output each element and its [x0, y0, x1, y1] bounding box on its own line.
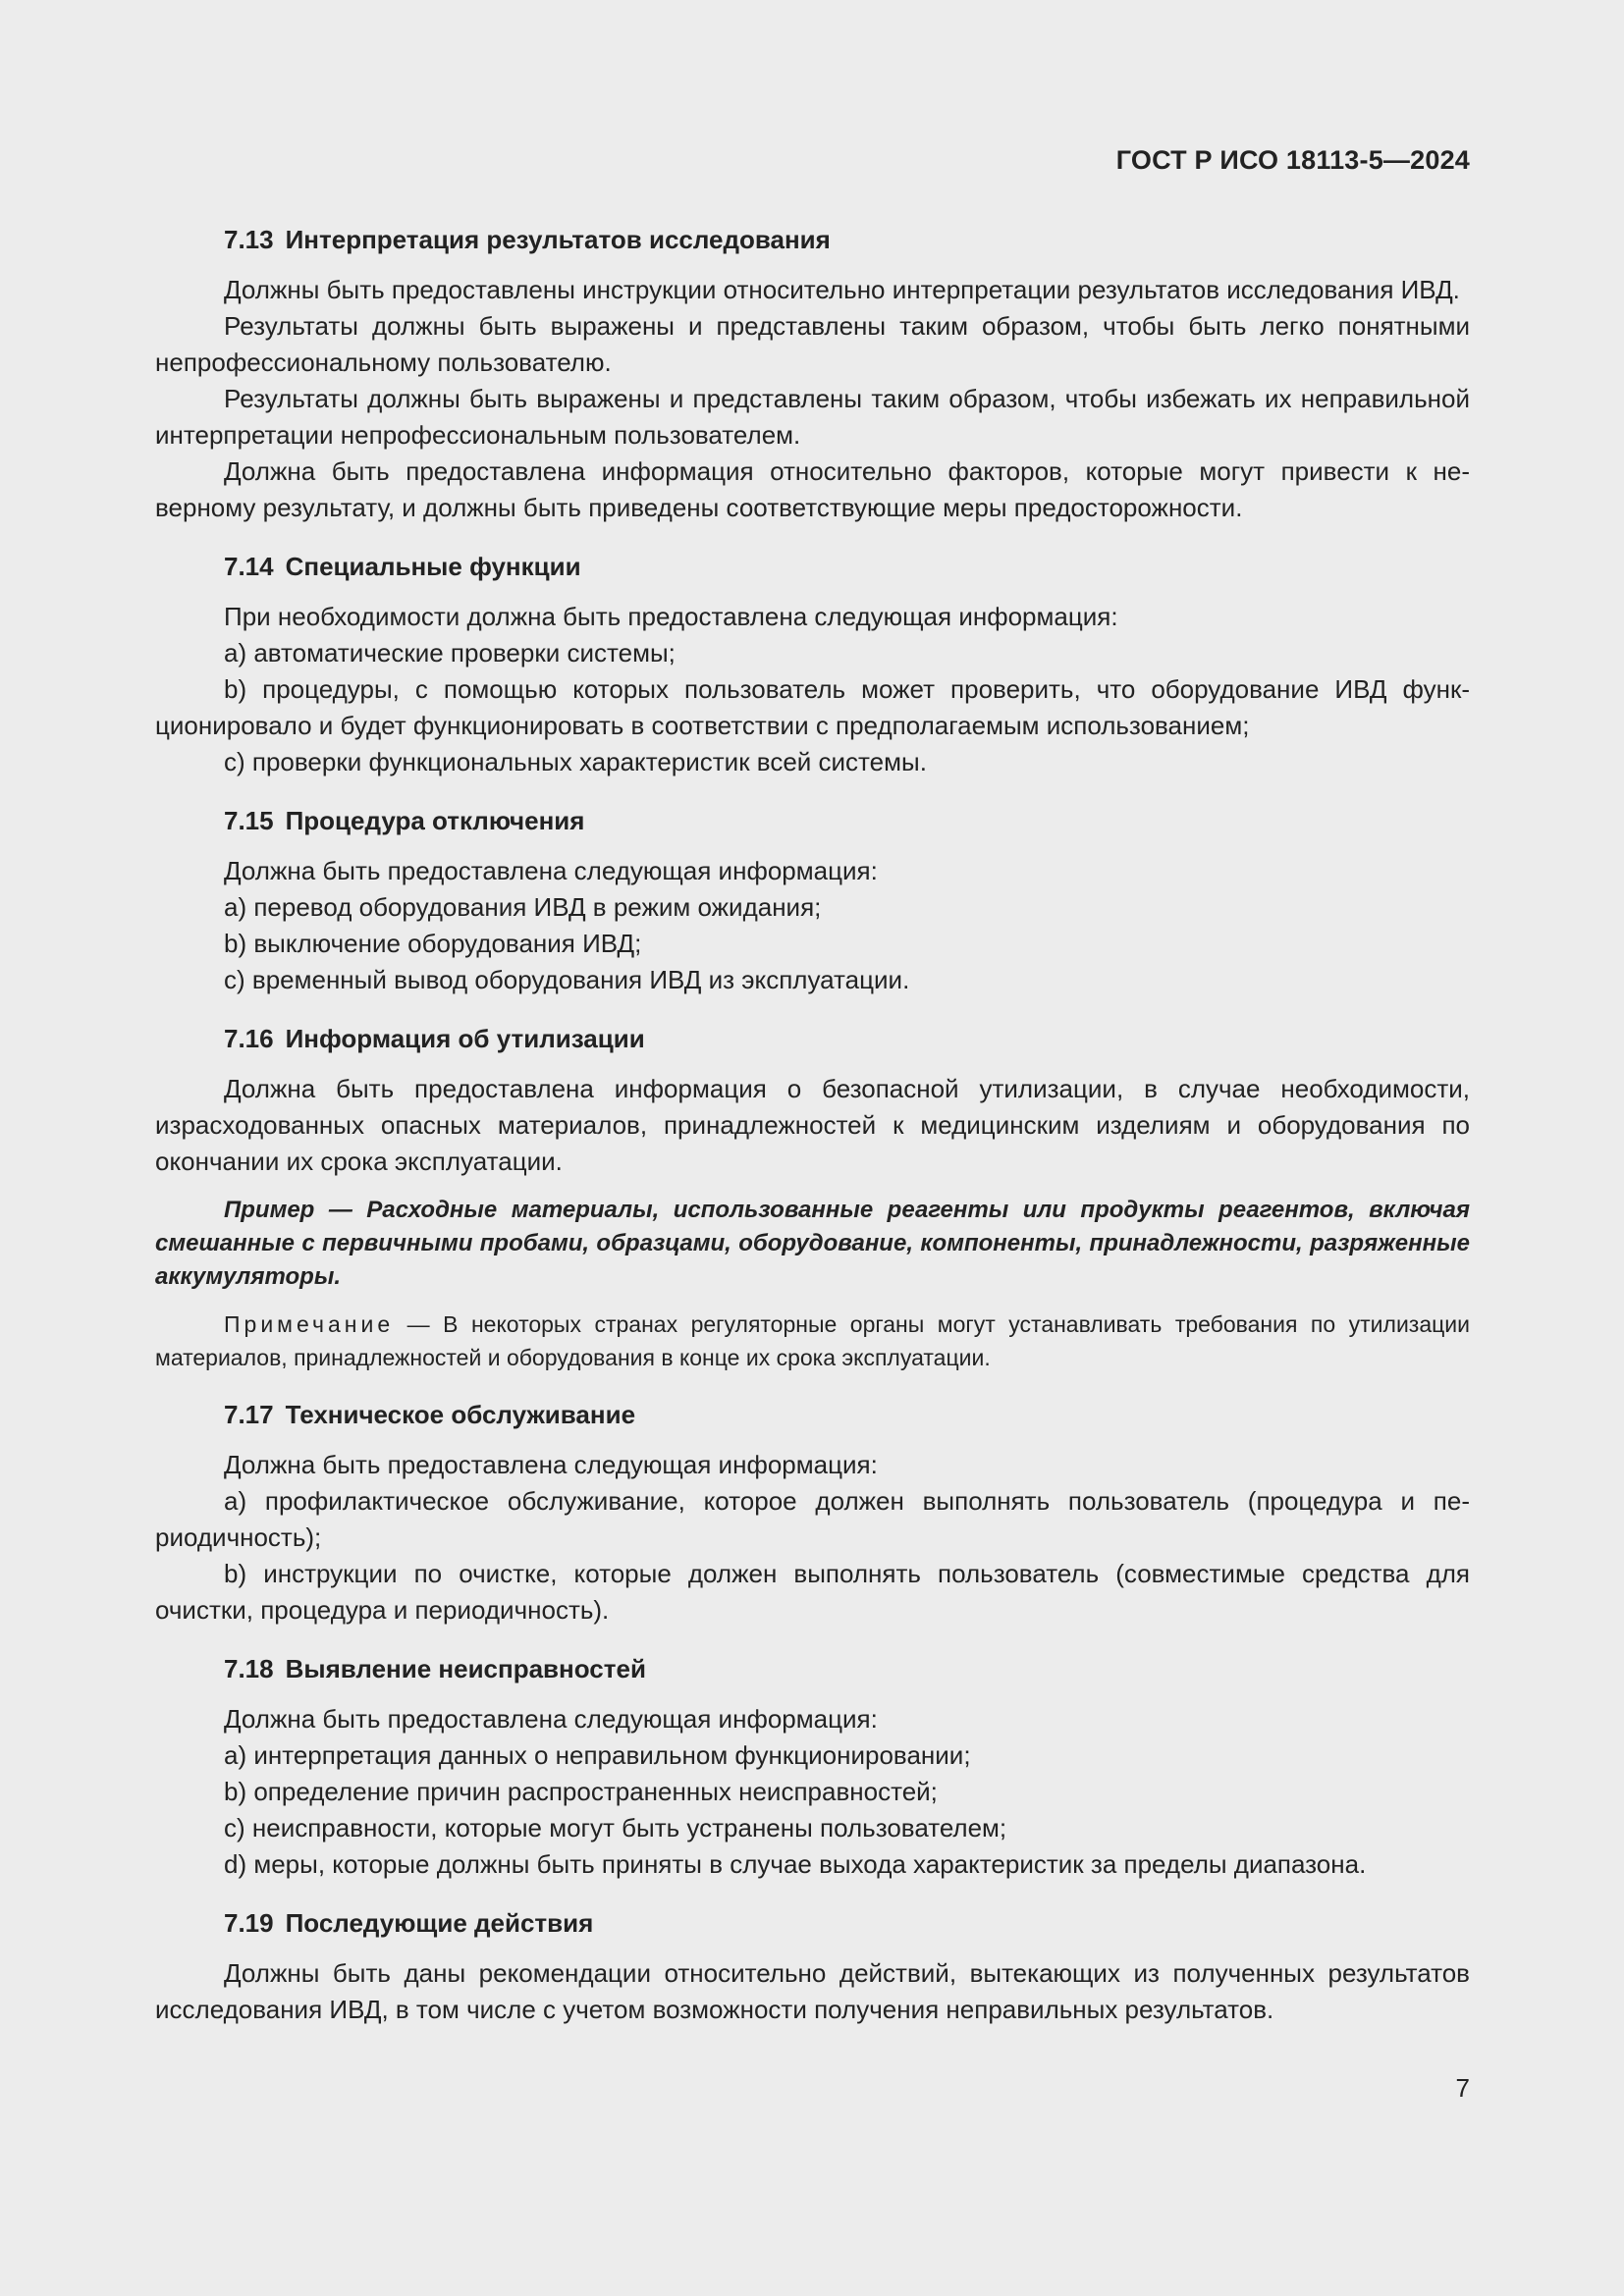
section-number: 7.17 — [224, 1400, 274, 1429]
section-number: 7.13 — [224, 225, 274, 254]
paragraph: Должна быть предоставлена следующая информация: — [224, 1450, 878, 1479]
section-number: 7.16 — [224, 1024, 274, 1053]
section-number: 7.15 — [224, 806, 274, 835]
section-number: 7.14 — [224, 552, 274, 581]
section-heading — [155, 1397, 1470, 1433]
list-item: c) временный вывод оборудования ИВД из эксплуатации. — [224, 965, 910, 994]
list-item: a) автоматические проверки системы; — [224, 638, 676, 667]
section-title: Специальные функции — [285, 552, 581, 581]
section-7-17 — [155, 1397, 1470, 1629]
list-item: a) профилактическое обслуживание, которое должен выполнять пользователь (процедура и периодичность); — [155, 1486, 1470, 1552]
section-heading — [155, 1021, 1470, 1057]
section-heading — [155, 1651, 1470, 1687]
section-heading — [155, 549, 1470, 585]
section-title: Техническое обслуживание — [285, 1400, 636, 1429]
list-item: a) перевод оборудования ИВД в режим ожидания; — [224, 892, 822, 922]
list-item: a) интерпретация данных о неправильном функционировании; — [224, 1740, 971, 1770]
paragraph: Должна быть предоставлена информация о безопасной утилизации, в случае необходимости, израсходованных опасных материалов, принадлежностей к медицинским изделиям и оборудования по окончании их срока эксплуатации. — [155, 1074, 1470, 1176]
section-7-15 — [155, 803, 1470, 998]
document-header: ГОСТ Р ИСО 18113-5—2024 — [1115, 145, 1470, 175]
note-label: Примечание — [224, 1311, 395, 1337]
document-body — [155, 222, 1470, 2028]
paragraph: Должны быть предоставлены инструкции относительно интерпретации результатов исследования ИВД. — [224, 275, 1460, 304]
list-item: c) проверки функциональных характеристик всей системы. — [224, 747, 927, 776]
section-title: Выявление неисправностей — [285, 1654, 646, 1683]
section-heading — [155, 803, 1470, 839]
paragraph: Должна быть предоставлена следующая информация: — [224, 1704, 878, 1734]
list-item: b) выключение оборудования ИВД; — [224, 929, 642, 958]
section-7-19 — [155, 1905, 1470, 2028]
section-title: Интерпретация результатов исследования — [285, 225, 831, 254]
section-number: 7.19 — [224, 1908, 274, 1938]
section-7-18 — [155, 1651, 1470, 1883]
paragraph: Должны быть даны рекомендации относительно действий, вытекающих из полученных результатов исследования ИВД, в том числе с учетом возможности получения неправильных результатов. — [155, 1958, 1470, 2024]
list-item: d) меры, которые должны быть приняты в случае выхода характеристик за пределы диапазона. — [224, 1849, 1367, 1879]
paragraph: Должна быть предоставлена следующая информация: — [224, 856, 878, 885]
paragraph: Результаты должны быть выражены и представлены таким образом, чтобы быть легко понятными непрофессиональному пользователю. — [155, 311, 1470, 377]
section-number: 7.18 — [224, 1654, 274, 1683]
list-item: b) определение причин распространенных неисправностей; — [224, 1777, 938, 1806]
section-title: Информация об утилизации — [285, 1024, 645, 1053]
page-number: 7 — [1455, 2073, 1470, 2103]
list-item: b) процедуры, с помощью которых пользователь может проверить, что оборудование ИВД функционировало и будет функционировать в соответствии с предполагаемым использованием; — [155, 674, 1470, 740]
section-heading — [155, 1905, 1470, 1942]
paragraph: Должна быть предоставлена информация относительно факторов, которые могут привести к неверному результату, и должны быть приведены соответствующие меры предосторожности. — [155, 456, 1470, 522]
example-text: Пример — Расходные материалы, использованные реагенты или продукты реагентов, включая смешанные с первичными пробами, образцами, оборудование, компоненты, принадлежности, разряженные аккумуляторы. — [155, 1197, 1470, 1290]
note — [155, 1308, 1470, 1374]
section-title: Последующие действия — [285, 1908, 594, 1938]
paragraph: Результаты должны быть выражены и представлены таким образом, чтобы избежать их неправильной интерпретации непрофессиональным пользователем. — [155, 384, 1470, 450]
section-heading — [155, 222, 1470, 258]
section-7-16 — [155, 1021, 1470, 1374]
list-item: b) инструкции по очистке, которые должен выполнять пользователь (совместимые средства для очистки, процедура и периодичность). — [155, 1559, 1470, 1625]
paragraph: При необходимости должна быть предоставлена следующая информация: — [224, 602, 1118, 631]
section-7-13 — [155, 222, 1470, 526]
note-text: — В некоторых странах регуляторные органы могут устанавливать требования по утилизации материалов, принадлежностей и оборудования в конце их срока эксплуатации. — [155, 1311, 1470, 1370]
section-title: Процедура отключения — [285, 806, 585, 835]
list-item: c) неисправности, которые могут быть устранены пользователем; — [224, 1813, 1007, 1842]
section-7-14 — [155, 549, 1470, 780]
